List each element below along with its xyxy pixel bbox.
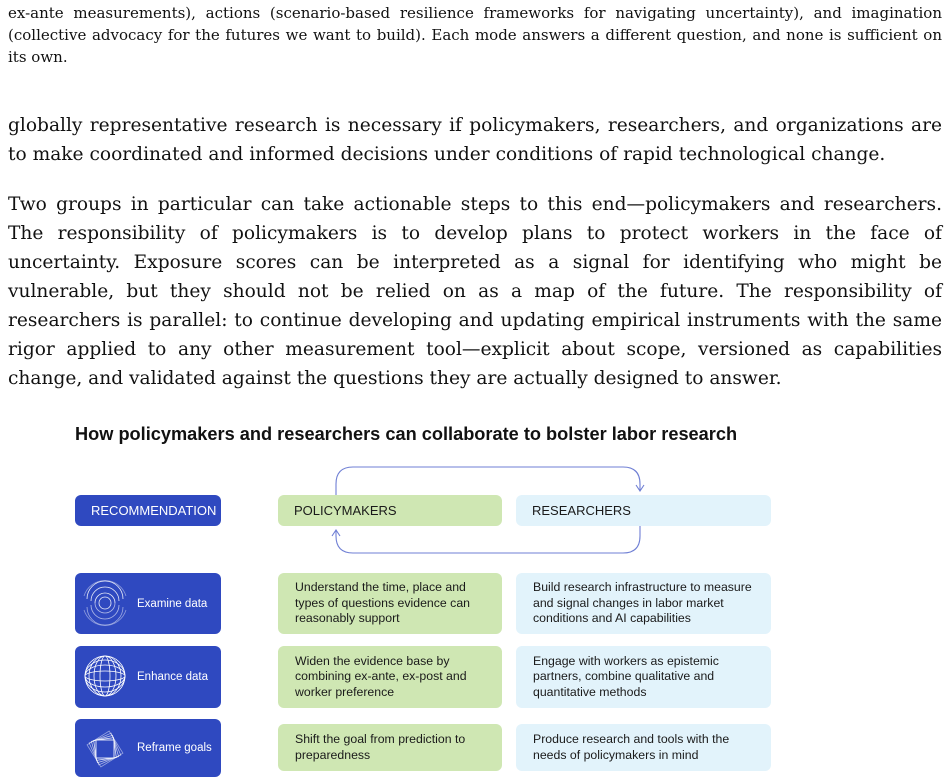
researchers-cell [516, 646, 771, 708]
policymakers-text: Widen the evidence base by combining ex-ante, ex-post and worker preference [295, 653, 467, 699]
wireframe-sphere-icon [81, 652, 129, 700]
policymakers-cell [278, 573, 502, 634]
concentric-arcs-icon [81, 579, 129, 627]
paragraph-body: globally representative research is necessary if policymakers, researchers, and organizations are to make coordinated and informed decisions under conditions of rapid technological change. [8, 115, 942, 165]
rotated-squares-icon [81, 725, 129, 773]
recommendation-reframe-goals [75, 719, 221, 777]
header-researchers: RESEARCHERS [516, 495, 771, 526]
paragraph-continued: ex-ante measurements), actions (scenario-based resilience frameworks for navigating uncertainty), and imagination (collective advocacy for the futures we want to build). Each mode answers a different question, and none is sufficient on its own. [8, 4, 942, 66]
policymakers-cell [278, 646, 502, 708]
researchers-text: Produce research and tools with the needs of policymakers in mind [533, 731, 730, 762]
policymakers-cell [278, 724, 502, 771]
recommendation-label: Enhance data [137, 671, 208, 683]
researchers-cell [516, 724, 771, 771]
researchers-text: Engage with workers as epistemic partners, combine qualitative and quantitative methods [533, 653, 719, 699]
recommendation-examine-data [75, 573, 221, 634]
policymakers-text: Shift the goal from prediction to preparedness [295, 731, 466, 762]
policymakers-text: Understand the time, place and types of questions evidence can reasonably support [295, 580, 471, 626]
header-recommendation: RECOMMENDATION [75, 495, 221, 526]
researchers-cell [516, 573, 771, 634]
figure-title: How policymakers and researchers can collaborate to bolster labor research [75, 424, 738, 444]
recommendation-label: Reframe goals [137, 742, 212, 754]
researchers-text: Build research infrastructure to measure and signal changes in labor market conditions and AI capabilities [533, 580, 752, 626]
header-policymakers: POLICYMAKERS [278, 495, 502, 526]
recommendation-enhance-data [75, 646, 221, 708]
paragraph-body: Two groups in particular can take actionable steps to this end—policymakers and researchers. The responsibility of policymakers is to develop plans to protect workers in the face of uncertainty. Exposure scores can be interpreted as a signal for identifying who might be vulnerable, but they should not be relied on as a map of the future. The responsibility of researchers is parallel: to continue developing and updating empirical instruments with the same rigor applied to any other measurement tool—explicit about scope, versioned as capabilities change, and validated against the questions they are actually designed to answer. [8, 194, 942, 389]
recommendation-label: Examine data [137, 597, 208, 610]
